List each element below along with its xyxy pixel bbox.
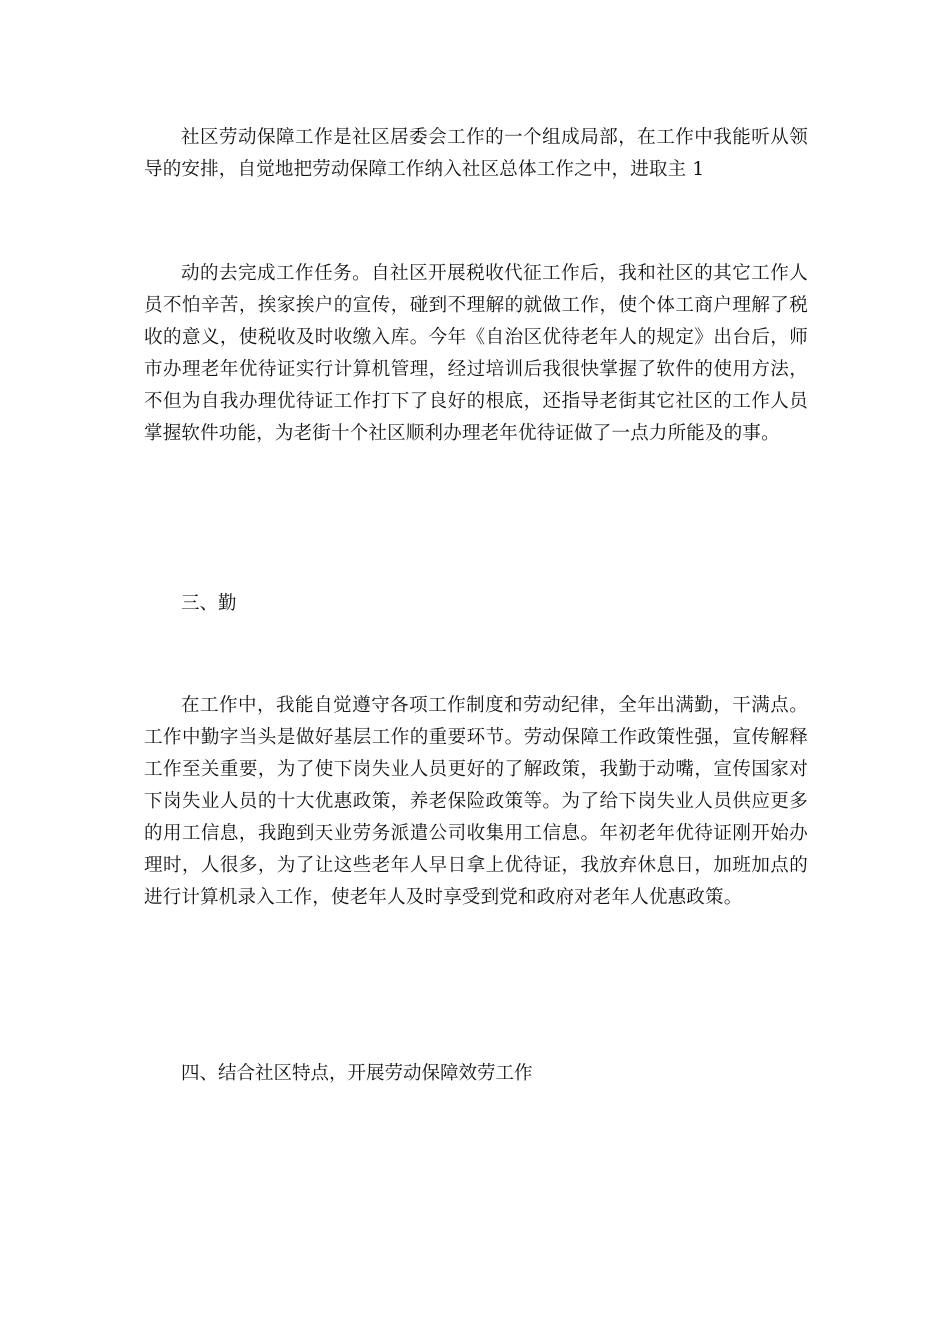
paragraph-tax-and-elderly-card: 动的去完成工作任务。自社区开展税收代征工作后，我和社区的其它工作人员不怕辛苦，挨家挨户的宣传，碰到不理解的就做工作，使个体工商户理解了税收的意义，使税收及时收缴入库。今年《自治区优待老年人的规定》出台后，师市办理老年优待证实行计算机管理，经过培训后我很快掌握了软件的使用方法，不但为自我办理优待证工作打下了良好的根底，还指导老街其它社区的工作人员掌握软件功能，为老街十个社区顺利办理老年优待证做了一点力所能及的事。 <box>144 263 808 444</box>
section-heading-community-service: 四、结合社区特点，开展劳动保障效劳工作 <box>181 1063 533 1084</box>
paragraph-labor-security-overview: 社区劳动保障工作是社区居委会工作的一个组成局部，在工作中我能听从领导的安排，自觉地把劳动保障工作纳入社区总体工作之中，进取主 1 <box>144 127 808 180</box>
section-heading-diligence: 三、勤 <box>181 593 237 614</box>
paragraph-diligence-details: 在工作中，我能自觉遵守各项工作制度和劳动纪律，全年出满勤，干满点。工作中勤字当头是做好基层工作的重要环节。劳动保障工作政策性强，宣传解释工作至关重要，为了使下岗失业人员更好的了解政策，我勤于动嘴，宣传国家对下岗失业人员的十大优惠政策，养老保险政策等。为了给下岗失业人员供应更多的用工信息，我跑到天业劳务派遣公司收集用工信息。年初老年优待证刚开始办理时，人很多，为了让这些老年人早日拿上优待证，我放弃休息日，加班加点的进行计算机录入工作，使老年人及时享受到党和政府对老年人优惠政策。 <box>144 695 808 908</box>
